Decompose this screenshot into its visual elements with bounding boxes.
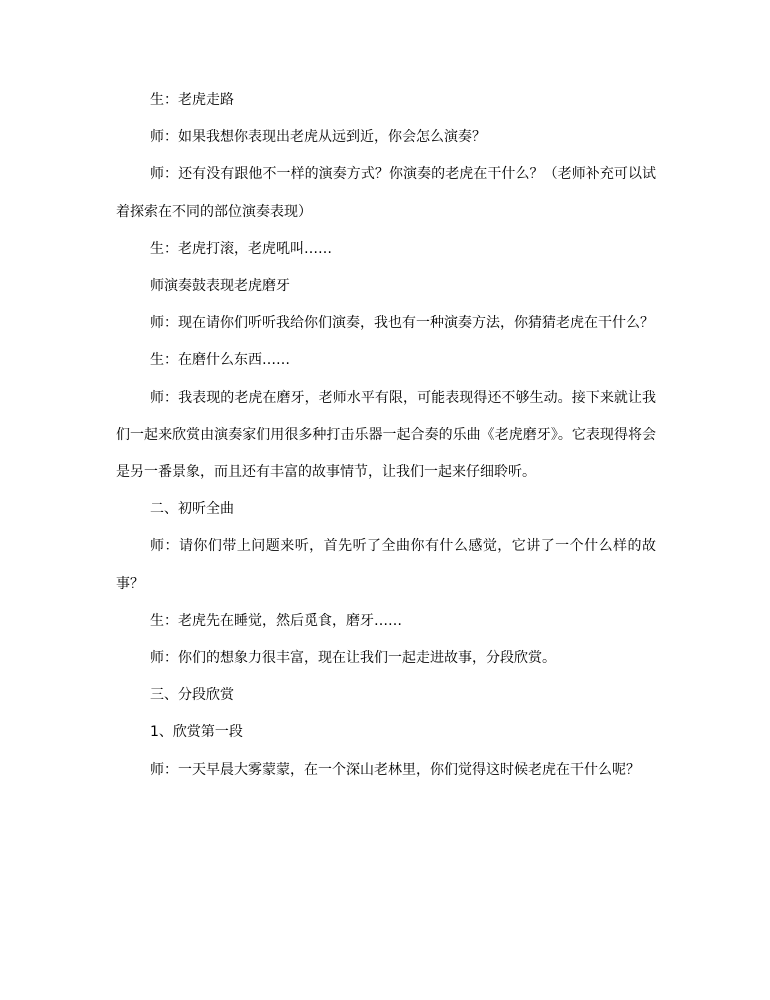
paragraph-teacher-foggy-morning: 师：一天早晨大雾蒙蒙，在一个深山老林里，你们觉得这时候老虎在干什么呢？ xyxy=(150,761,640,778)
paragraph-teacher-imagination: 师：你们的想象力很丰富，现在让我们一起走进故事，分段欣赏。 xyxy=(150,650,556,667)
paragraph-student-tiger-walking: 生：老虎走路 xyxy=(150,92,234,108)
paragraph-student-grinding: 生：在磨什么东西…… xyxy=(150,352,290,369)
paragraph-teacher-drum-demo: 师演奏鼓表现老虎磨牙 xyxy=(150,278,290,295)
subsection-heading-first-segment: 1、欣赏第一段 xyxy=(150,724,243,741)
section-heading-segment-listen: 三、分段欣赏 xyxy=(150,687,234,704)
paragraph-student-rolling-roaring: 生：老虎打滚，老虎吼叫…… xyxy=(150,240,332,257)
paragraph-teacher-guess: 师：现在请你们听听我给你们演奏，我也有一种演奏方法，你猜猜老虎在干什么？ xyxy=(150,315,654,332)
document-body xyxy=(116,82,656,789)
paragraph-student-story: 生：老虎先在睡觉，然后觅食，磨牙…… xyxy=(150,612,402,629)
section-heading-first-listen: 二、初听全曲 xyxy=(150,501,234,518)
paragraph-teacher-questions: 师：请你们带上问题来听，首先听了全曲你有什么感觉，它讲了一个什么样的故事？ xyxy=(116,538,656,592)
paragraph-teacher-introduce-piece: 师：我表现的老虎在磨牙，老师水平有限，可能表现得还不够生动。接下来就让我们一起来欣赏由演奏家们用很多种打击乐器一起合奏的乐曲《老虎磨牙》。它表现得将会是另一番景象，而且还有丰富的故事情节，让我们一起来仔细聆听。 xyxy=(116,389,656,481)
paragraph-teacher-other-methods: 师：还有没有跟他不一样的演奏方式？你演奏的老虎在干什么？（老师补充可以试着探索在不同的部位演奏表现） xyxy=(116,166,656,220)
paragraph-teacher-far-to-near: 师：如果我想你表现出老虎从远到近，你会怎么演奏？ xyxy=(150,129,486,146)
